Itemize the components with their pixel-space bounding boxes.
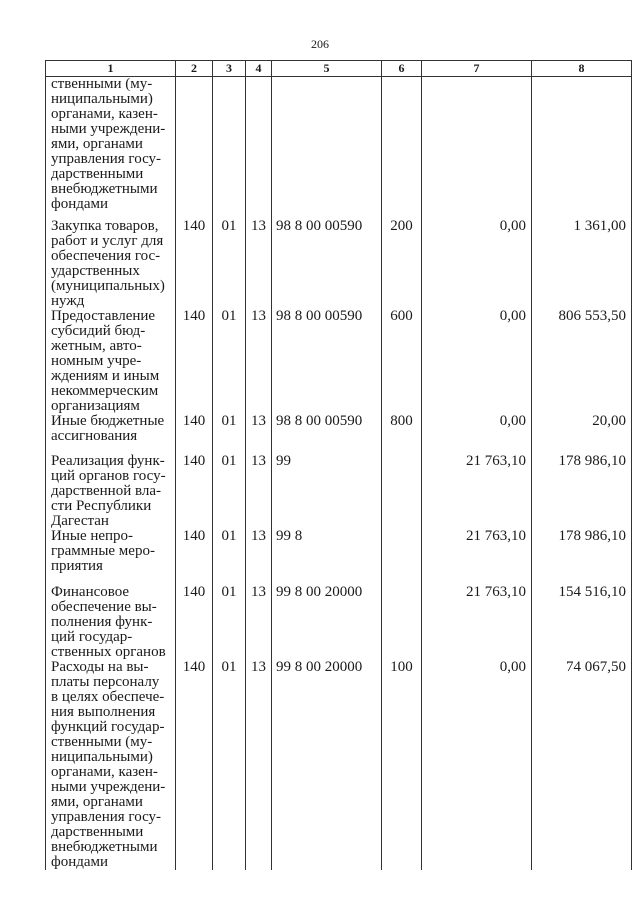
column-header-5: 5	[272, 61, 382, 77]
row-value-7: 0,00	[422, 414, 532, 454]
row-name: Иные бюджетные ассигнования	[46, 414, 176, 454]
row-value-8: 1 361,00	[532, 219, 632, 309]
row-code-5: 99	[272, 454, 382, 529]
table-row	[46, 219, 632, 309]
row-value-8: 806 553,50	[532, 309, 632, 414]
table-row	[46, 660, 632, 870]
row-code-5: 99 8 00 20000	[272, 585, 382, 660]
row-name: Финансовое обеспечение вы- полнения функ- ций государ- ственных органов	[46, 585, 176, 660]
row-name: ственными (му- ниципальными) органами, казен- ными учреждени- ями, органами управления госу- дарственными внебюджетными фондами	[46, 77, 176, 219]
row-code-6	[382, 585, 422, 660]
row-code-4: 13	[246, 454, 272, 529]
row-code-6: 100	[382, 660, 422, 870]
row-code-3: 01	[213, 529, 246, 585]
row-code-4	[246, 77, 272, 219]
row-value-8: 20,00	[532, 414, 632, 454]
row-code-5: 98 8 00 00590	[272, 219, 382, 309]
column-header-6: 6	[382, 61, 422, 77]
row-code-3: 01	[213, 660, 246, 870]
table-row	[46, 414, 632, 454]
row-value-7	[422, 77, 532, 219]
row-name: Закупка товаров, работ и услуг для обеспечения гос- ударственных (муниципальных) нужд	[46, 219, 176, 309]
row-value-7: 0,00	[422, 309, 532, 414]
table-row	[46, 309, 632, 414]
row-code-4: 13	[246, 585, 272, 660]
row-code-2: 140	[176, 660, 213, 870]
row-code-6: 200	[382, 219, 422, 309]
row-code-2	[176, 77, 213, 219]
row-code-5: 98 8 00 00590	[272, 309, 382, 414]
row-code-4: 13	[246, 529, 272, 585]
row-code-4: 13	[246, 660, 272, 870]
row-code-2: 140	[176, 585, 213, 660]
row-code-4: 13	[246, 219, 272, 309]
page-number: 206	[311, 37, 329, 51]
row-name: Иные непро- граммные меро- приятия	[46, 529, 176, 585]
column-header-4: 4	[246, 61, 272, 77]
row-value-7: 0,00	[422, 660, 532, 870]
row-value-8: 74 067,50	[532, 660, 632, 870]
row-value-7: 21 763,10	[422, 585, 532, 660]
row-code-6	[382, 77, 422, 219]
table-row	[46, 529, 632, 585]
row-name: Реализация функ- ций органов госу- дарственной вла- сти Республики Дагестан	[46, 454, 176, 529]
column-header-2: 2	[176, 61, 213, 77]
row-code-6	[382, 529, 422, 585]
row-code-2: 140	[176, 309, 213, 414]
row-code-3: 01	[213, 414, 246, 454]
row-code-3: 01	[213, 585, 246, 660]
row-value-7: 21 763,10	[422, 529, 532, 585]
row-code-5: 98 8 00 00590	[272, 414, 382, 454]
row-code-6	[382, 454, 422, 529]
row-code-2: 140	[176, 454, 213, 529]
column-header-7: 7	[422, 61, 532, 77]
row-code-5: 99 8	[272, 529, 382, 585]
column-header-3: 3	[213, 61, 246, 77]
row-code-5	[272, 77, 382, 219]
column-header-1: 1	[46, 61, 176, 77]
row-code-4: 13	[246, 414, 272, 454]
table-row	[46, 77, 632, 219]
row-value-8	[532, 77, 632, 219]
table-row	[46, 585, 632, 660]
table-header-row	[46, 61, 632, 77]
row-code-3: 01	[213, 454, 246, 529]
row-name: Предоставление субсидий бюд- жетным, авто- номным учре- ждениям и иным некоммерческим организациям	[46, 309, 176, 414]
row-name: Расходы на вы- платы персоналу в целях обеспече- ния выполнения функций государ- ственными (му- ниципальными) органами, казен- ными учреждени- ями, органами управления госу- дарственными внебюджетными фондами	[46, 660, 176, 870]
row-code-5: 99 8 00 20000	[272, 660, 382, 870]
row-value-8: 178 986,10	[532, 454, 632, 529]
row-code-4: 13	[246, 309, 272, 414]
row-code-2: 140	[176, 529, 213, 585]
row-code-6: 800	[382, 414, 422, 454]
row-code-3: 01	[213, 309, 246, 414]
row-value-8: 178 986,10	[532, 529, 632, 585]
row-code-2: 140	[176, 219, 213, 309]
row-code-6: 600	[382, 309, 422, 414]
row-value-7: 0,00	[422, 219, 532, 309]
row-code-3	[213, 77, 246, 219]
column-header-8: 8	[532, 61, 632, 77]
budget-table	[45, 60, 632, 870]
row-value-7: 21 763,10	[422, 454, 532, 529]
row-code-3: 01	[213, 219, 246, 309]
row-value-8: 154 516,10	[532, 585, 632, 660]
row-code-2: 140	[176, 414, 213, 454]
table-row	[46, 454, 632, 529]
